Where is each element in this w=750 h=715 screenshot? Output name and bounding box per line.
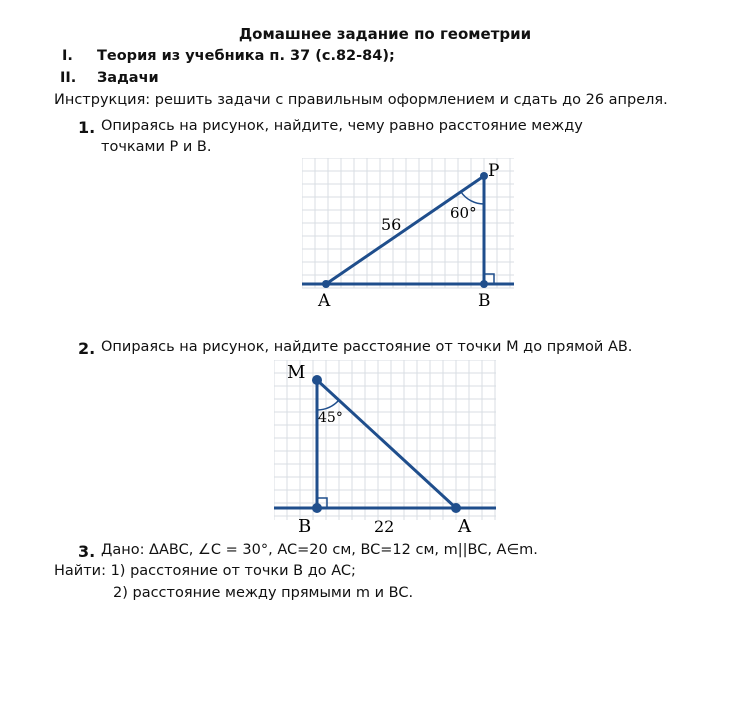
figure-2 bbox=[274, 360, 496, 540]
figure-1 bbox=[302, 158, 514, 310]
angle-arc bbox=[317, 400, 339, 410]
task-3-find-2: 2) расстояние между прямыми m и BC. bbox=[113, 585, 414, 601]
point-a bbox=[322, 280, 330, 288]
label-m: M bbox=[287, 362, 306, 383]
task-2-number: 2. bbox=[78, 339, 96, 358]
side-length-label: 22 bbox=[374, 517, 395, 536]
label-a: A bbox=[458, 516, 471, 537]
label-a: A bbox=[318, 291, 331, 310]
point-b bbox=[480, 280, 488, 288]
angle-label: 60° bbox=[450, 204, 477, 222]
section-2-text: Задачи bbox=[97, 70, 159, 86]
task-3-find-1: Найти: 1) расстояние от точки B до AC; bbox=[54, 563, 356, 579]
angle-label: 45° bbox=[318, 410, 343, 426]
page-title: Домашнее задание по геометрии bbox=[238, 25, 532, 43]
instruction-text: Инструкция: решить задачи с правильным оформлением и сдать до 26 апреля. bbox=[54, 92, 668, 108]
section-1-number: I. bbox=[62, 48, 73, 64]
section-2-number: II. bbox=[60, 70, 77, 86]
task-3-number: 3. bbox=[78, 542, 96, 561]
task-3-given: Дано: ΔABC, ∠C = 30°, AC=20 см, BC=12 см, m||BC, A∈m. bbox=[101, 542, 538, 558]
label-b: B bbox=[478, 291, 491, 310]
grid bbox=[274, 360, 496, 520]
label-p: P bbox=[488, 161, 500, 181]
point-b bbox=[312, 503, 322, 513]
point-a bbox=[451, 503, 461, 513]
section-1-text: Теория из учебника п. 37 (с.82-84); bbox=[97, 48, 395, 64]
point-m bbox=[312, 375, 322, 385]
task-1-number: 1. bbox=[78, 118, 96, 137]
task-1-text-line2: точками P и B. bbox=[101, 139, 212, 155]
label-b: B bbox=[298, 516, 312, 537]
task-1-text-line1: Опираясь на рисунок, найдите, чему равно расстояние между bbox=[101, 118, 583, 134]
point-p bbox=[480, 172, 488, 180]
side-length-label: 56 bbox=[381, 215, 402, 234]
angle-arc bbox=[461, 192, 484, 204]
segment-ap bbox=[326, 176, 484, 284]
task-2-text: Опираясь на рисунок, найдите расстояние от точки M до прямой AB. bbox=[101, 339, 633, 355]
